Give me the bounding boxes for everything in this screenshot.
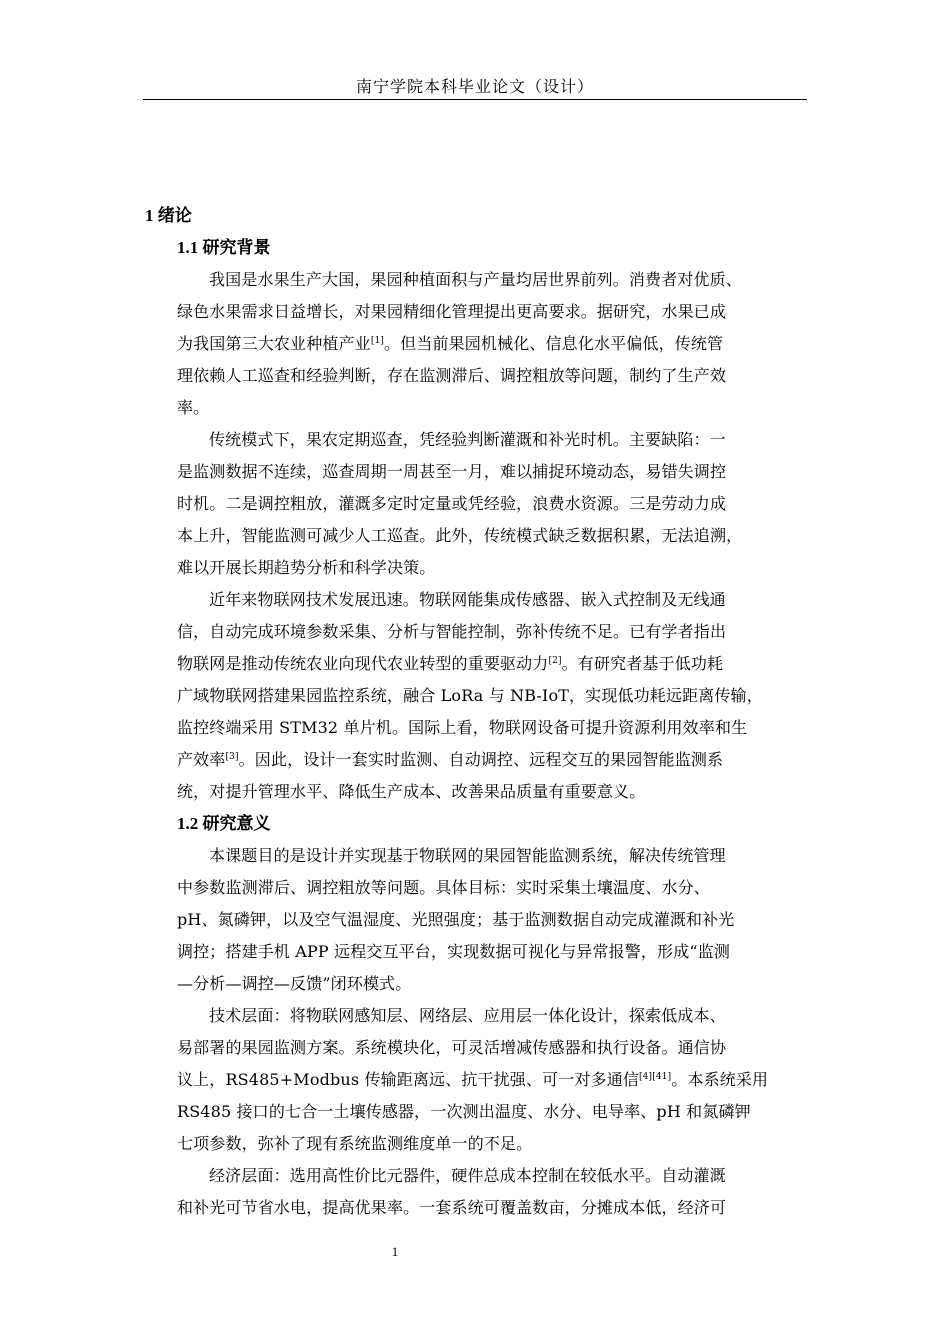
paragraph-background-1 bbox=[145, 264, 805, 424]
text-segment: 。但当前果园机械化、信息化水平偏低，传统管 bbox=[384, 334, 724, 353]
text-line: 信，自动完成环境参数采集、分析与智能控制，弥补传统不足。已有学者指出 bbox=[177, 622, 727, 641]
text-segment: 议上，RS485+Modbus 传输距离远、抗干扰强、可一对多通信 bbox=[177, 1070, 640, 1089]
citation-ref-4: [4] bbox=[639, 1072, 653, 1082]
text-line: 率。 bbox=[177, 398, 210, 417]
section-title-significance: 1.2 研究意义 bbox=[177, 814, 271, 833]
text-segment: 。本系统采用 bbox=[671, 1070, 769, 1089]
text-line: pH、氮磷钾，以及空气温湿度、光照强度；基于监测数据自动完成灌溉和补光 bbox=[177, 910, 735, 929]
text-line bbox=[145, 744, 805, 776]
text-line: 我国是水果生产大国，果园种植面积与产量均居世界前列。消费者对优质、 bbox=[209, 270, 742, 289]
document-body bbox=[145, 200, 805, 1224]
text-line: RS485 接口的七合一土壤传感器，一次测出温度、水分、电导率、pH 和氮磷钾 bbox=[177, 1102, 751, 1121]
text-line: 和补光可节省水电，提高优果率。一套系统可覆盖数亩，分摊成本低，经济可 bbox=[177, 1198, 727, 1217]
text-line: 广域物联网搭建果园监控系统，融合 LoRa 与 NB-IoT，实现低功耗远距离传输， bbox=[177, 686, 763, 705]
page-number: 1 bbox=[391, 1244, 399, 1259]
text-line: 理依赖人工巡查和经验判断，存在监测滞后、调控粗放等问题，制约了生产效 bbox=[177, 366, 727, 385]
text-line: 七项参数，弥补了现有系统监测维度单一的不足。 bbox=[177, 1134, 533, 1153]
paragraph-significance-3 bbox=[145, 1160, 805, 1224]
section-title-background: 1.1 研究背景 bbox=[177, 238, 271, 257]
chapter-title: 1 绪论 bbox=[145, 206, 192, 225]
text-line: 中参数监测滞后、调控粗放等问题。具体目标：实时采集土壤温度、水分、 bbox=[177, 878, 710, 897]
text-line bbox=[145, 1064, 805, 1096]
paragraph-significance-2 bbox=[145, 1000, 805, 1160]
text-line: 传统模式下，果农定期巡查，凭经验判断灌溉和补光时机。主要缺陷：一 bbox=[209, 430, 726, 449]
citation-ref-3: [3] bbox=[225, 752, 239, 762]
text-segment: 产效率 bbox=[177, 750, 226, 769]
text-line: 调控；搭建手机 APP 远程交互平台，实现数据可视化与异常报警，形成“监测 bbox=[177, 942, 730, 961]
text-line: 易部署的果园监测方案。系统模块化，可灵活增减传感器和执行设备。通信协 bbox=[177, 1038, 727, 1057]
text-line: 统，对提升管理水平、降低生产成本、改善果品质量有重要意义。 bbox=[177, 782, 646, 801]
page-header: 南宁学院本科毕业论文（设计） bbox=[355, 77, 594, 96]
text-line: 绿色水果需求日益增长，对果园精细化管理提出更高要求。据研究，水果已成 bbox=[177, 302, 727, 321]
citation-ref-1: [1] bbox=[370, 336, 385, 346]
text-line: 本上升，智能监测可减少人工巡查。此外，传统模式缺乏数据积累，无法追溯， bbox=[177, 526, 743, 545]
text-line: —分析—调控—反馈”闭环模式。 bbox=[177, 974, 412, 993]
text-segment: 。有研究者基于低功耗 bbox=[561, 654, 724, 673]
text-segment: 物联网是推动传统农业向现代农业转型的重要驱动力 bbox=[177, 654, 549, 673]
text-line: 技术层面：将物联网感知层、网络层、应用层一体化设计，探索低成本、 bbox=[209, 1006, 726, 1025]
paragraph-significance-1 bbox=[145, 840, 805, 1000]
text-line: 难以开展长期趋势分析和科学决策。 bbox=[177, 558, 436, 577]
paragraph-background-3 bbox=[145, 584, 805, 808]
text-line: 是监测数据不连续，巡查周期一周甚至一月，难以捕捉环境动态，易错失调控 bbox=[177, 462, 727, 481]
text-line: 近年来物联网技术发展迅速。物联网能集成传感器、嵌入式控制及无线通 bbox=[209, 590, 726, 609]
text-segment: 为我国第三大农业种植产业 bbox=[177, 334, 371, 353]
text-line bbox=[145, 328, 805, 360]
text-line bbox=[145, 648, 805, 680]
citation-ref-41: [41] bbox=[652, 1072, 672, 1082]
text-segment: 。因此，设计一套实时监测、自动调控、远程交互的果园智能监测系 bbox=[238, 750, 724, 769]
text-line: 时机。二是调控粗放，灌溉多定时定量或凭经验，浪费水资源。三是劳动力成 bbox=[177, 494, 727, 513]
text-line: 本课题目的是设计并实现基于物联网的果园智能监测系统，解决传统管理 bbox=[209, 846, 726, 865]
paragraph-background-2 bbox=[145, 424, 805, 584]
header-rule bbox=[143, 99, 807, 100]
text-line: 监控终端采用 STM32 单片机。国际上看，物联网设备可提升资源利用效率和生 bbox=[177, 718, 748, 737]
text-line: 经济层面：选用高性价比元器件，硬件总成本控制在较低水平。自动灌溉 bbox=[209, 1166, 726, 1185]
citation-ref-2: [2] bbox=[548, 656, 562, 666]
